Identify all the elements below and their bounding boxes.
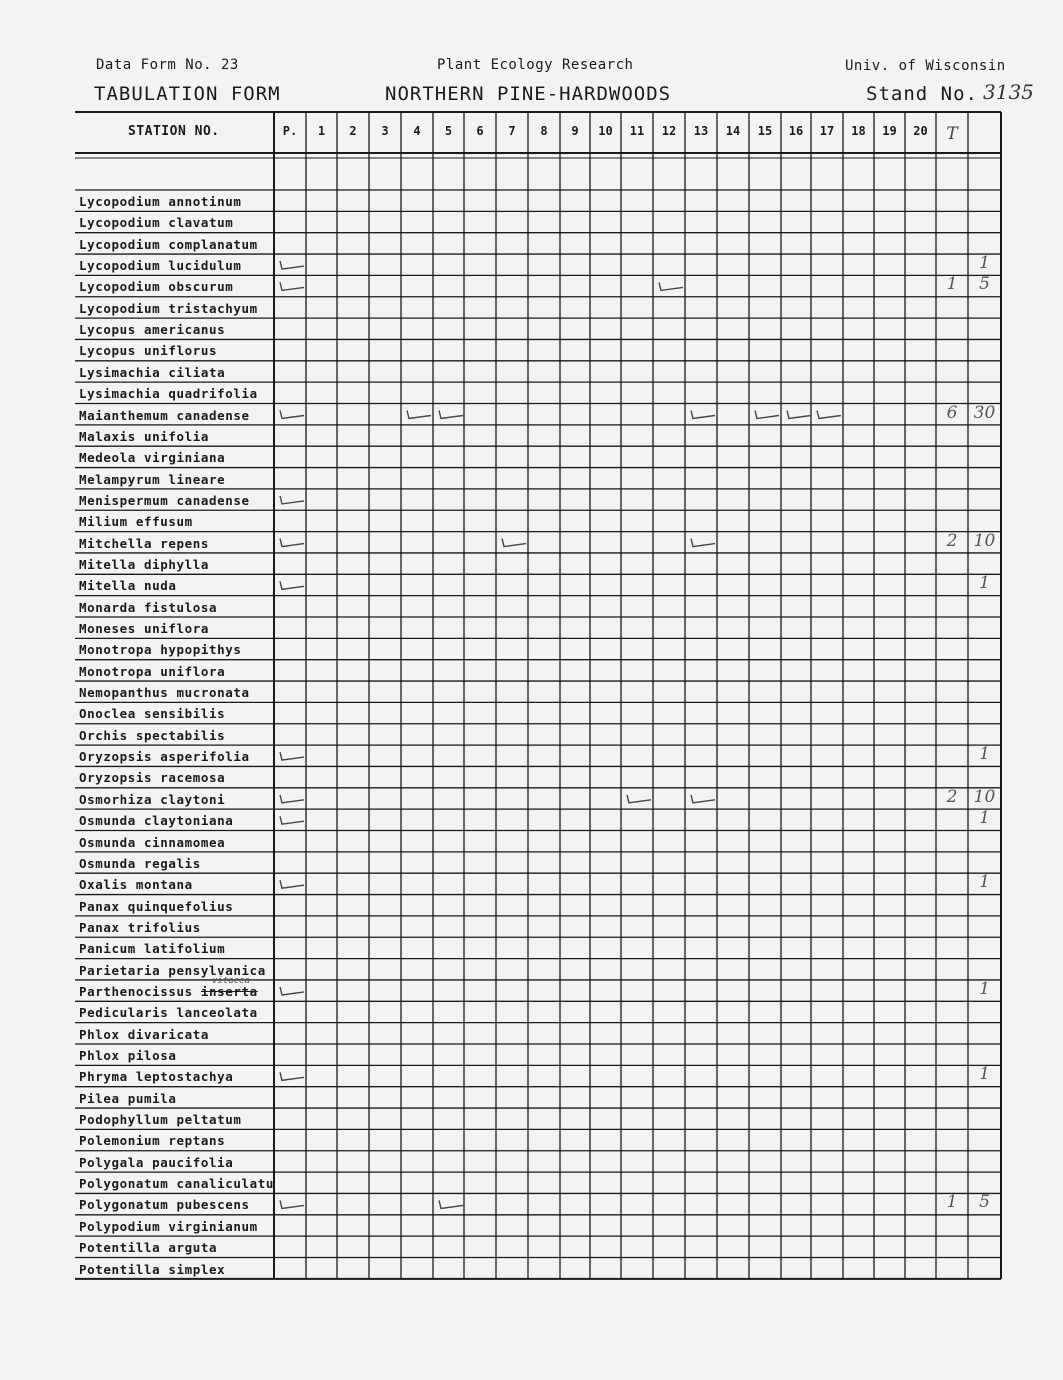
species-name: Oxalis montana (79, 877, 193, 893)
check-mark (280, 1200, 304, 1208)
organization: Plant Ecology Research (437, 57, 634, 73)
frequency-value: 1 (979, 253, 990, 274)
species-name: Polygonatum pubescens (79, 1197, 250, 1213)
column-header: 1 (317, 124, 326, 138)
species-name: Polypodium virginianum (79, 1218, 258, 1234)
species-name: Polygonatum canaliculatu (79, 1176, 275, 1192)
frequency-value: 1 (979, 872, 990, 893)
species-name: Monotropa uniflora (79, 663, 226, 679)
column-header: 17 (819, 124, 835, 138)
species-name: Panicum latifolium (79, 941, 226, 957)
frequency-value: 5 (979, 274, 990, 295)
species-name: Osmorhiza claytoni (79, 791, 226, 807)
column-header: 2 (349, 124, 357, 138)
species-name: Menispermum canadense (79, 492, 250, 508)
species-name: Oryzopsis asperifolia (79, 749, 250, 765)
university: Univ. of Wisconsin (845, 58, 1006, 74)
species-name: Mitella nuda (79, 578, 177, 594)
species-name: Osmunda regalis (79, 855, 201, 871)
species-name: Panax quinquefolius (79, 898, 234, 914)
check-mark (407, 411, 431, 419)
species-name: Lycopodium complanatum (79, 236, 258, 252)
species-name: Lycopus uniflorus (79, 343, 218, 359)
species-name: Lysimachia quadrifolia (79, 386, 258, 402)
form-subtitle: NORTHERN PINE-HARDWOODS (385, 83, 672, 105)
species-name: Orchis spectabilis (79, 727, 226, 743)
species-name: Panax trifolius (79, 919, 201, 935)
column-header: 16 (788, 124, 804, 138)
species-name: Oryzopsis racemosa (79, 770, 226, 786)
species-name: Mitchella repens (79, 535, 210, 551)
check-mark (502, 539, 526, 547)
check-mark (280, 816, 304, 824)
frequency-value: 1 (979, 978, 990, 999)
check-mark (439, 1200, 463, 1208)
stand-number: 3135 (983, 80, 1034, 104)
species-name: Phryma leptostachya (79, 1069, 234, 1085)
species-name: Medeola virginiana (79, 450, 226, 466)
column-header: 3 (381, 124, 389, 138)
stand-label: Stand No. (866, 83, 978, 105)
frequency-value: 1 (979, 744, 990, 765)
column-header: 4 (413, 124, 421, 138)
frequency-value: 10 (973, 530, 996, 551)
species-name: Maianthemum canadense (79, 407, 250, 423)
check-mark (280, 261, 304, 269)
species-name: Melampyrum lineare (79, 471, 226, 487)
species-name: Lysimachia ciliata (79, 364, 226, 380)
check-mark (280, 987, 304, 995)
column-header: 11 (629, 124, 645, 138)
column-header: 6 (476, 124, 484, 138)
check-mark (691, 795, 715, 803)
species-name: Lycopus americanus (79, 322, 226, 338)
column-header: 7 (508, 124, 516, 138)
species-name: Potentilla simplex (79, 1261, 226, 1277)
species-name: Monotropa hypopithys (79, 642, 242, 658)
column-header: 5 (444, 124, 453, 138)
species-name: Onoclea sensibilis (79, 706, 226, 722)
column-header: 10 (598, 124, 613, 138)
check-mark (627, 795, 651, 803)
species-name: Potentilla arguta (79, 1240, 218, 1256)
total-count: 1 (946, 1192, 958, 1213)
column-header: 15 (757, 124, 773, 138)
check-mark (280, 752, 304, 760)
total-count: 2 (946, 530, 958, 551)
check-mark (280, 411, 304, 419)
species-name: Parthenocissus inserta (79, 983, 258, 999)
species-name: Lycopodium lucidulum (79, 258, 242, 274)
column-header: T (946, 124, 958, 144)
frequency-value: 30 (973, 402, 996, 423)
handwritten-correction: vitacea (212, 975, 250, 986)
column-header: 12 (661, 124, 677, 138)
station-header: STATION NO. (128, 124, 220, 139)
species-name: Podophyllum peltatum (79, 1112, 242, 1128)
species-name: Nemopanthus mucronata (79, 685, 250, 701)
frequency-value: 5 (979, 1192, 990, 1213)
form-number: Data Form No. 23 (96, 57, 239, 73)
species-name: Pedicularis lanceolata (79, 1005, 258, 1021)
species-name: Pilea pumila (79, 1090, 177, 1106)
species-name: Malaxis unifolia (79, 428, 210, 444)
species-name: Monarda fistulosa (79, 599, 218, 615)
species-name: Moneses uniflora (79, 621, 210, 636)
species-name: Osmunda claytoniana (79, 813, 234, 829)
species-name: Lycopodium clavatum (79, 215, 234, 231)
check-mark (691, 539, 715, 547)
species-name: Lycopodium obscurum (79, 279, 234, 295)
column-header: P. (282, 124, 298, 138)
check-mark (280, 282, 304, 290)
frequency-value: 1 (979, 573, 990, 594)
species-name: Polygala paucifolia (79, 1154, 234, 1170)
check-mark (280, 795, 304, 803)
species-name: Milium effusum (79, 514, 193, 530)
check-mark (280, 1072, 304, 1080)
total-count: 1 (946, 274, 958, 295)
species-name: Mitella diphylla (79, 556, 210, 572)
frequency-value: 1 (979, 808, 990, 829)
column-header: 8 (540, 124, 548, 138)
species-name: Lycopodium annotinum (79, 194, 242, 209)
check-mark (280, 496, 304, 504)
check-mark (787, 411, 811, 419)
frequency-value: 10 (973, 786, 996, 807)
species-name: Osmunda cinnamomea (79, 834, 226, 850)
form-title: TABULATION FORM (94, 83, 281, 105)
species-name: Parietaria pensylvanica (79, 962, 266, 978)
species-name: Phlox divaricata (79, 1026, 210, 1042)
frequency-value: 1 (979, 1064, 990, 1085)
total-count: 2 (946, 786, 958, 807)
check-mark (817, 411, 841, 419)
column-header: 14 (725, 124, 741, 138)
species-name: Polemonium reptans (79, 1133, 226, 1149)
column-header: 18 (851, 124, 866, 138)
check-mark (280, 581, 304, 589)
check-mark (691, 411, 715, 419)
total-count: 6 (946, 402, 958, 423)
check-mark (280, 539, 304, 547)
check-mark (439, 411, 463, 419)
column-header: 13 (693, 124, 709, 138)
check-mark (755, 411, 779, 419)
check-mark (659, 282, 683, 290)
check-mark (280, 880, 304, 888)
column-header: 9 (571, 124, 579, 138)
column-header: 19 (882, 124, 897, 138)
species-name: Lycopodium tristachyum (79, 300, 258, 316)
species-name: Phlox pilosa (79, 1048, 177, 1063)
column-header: 20 (913, 124, 928, 138)
